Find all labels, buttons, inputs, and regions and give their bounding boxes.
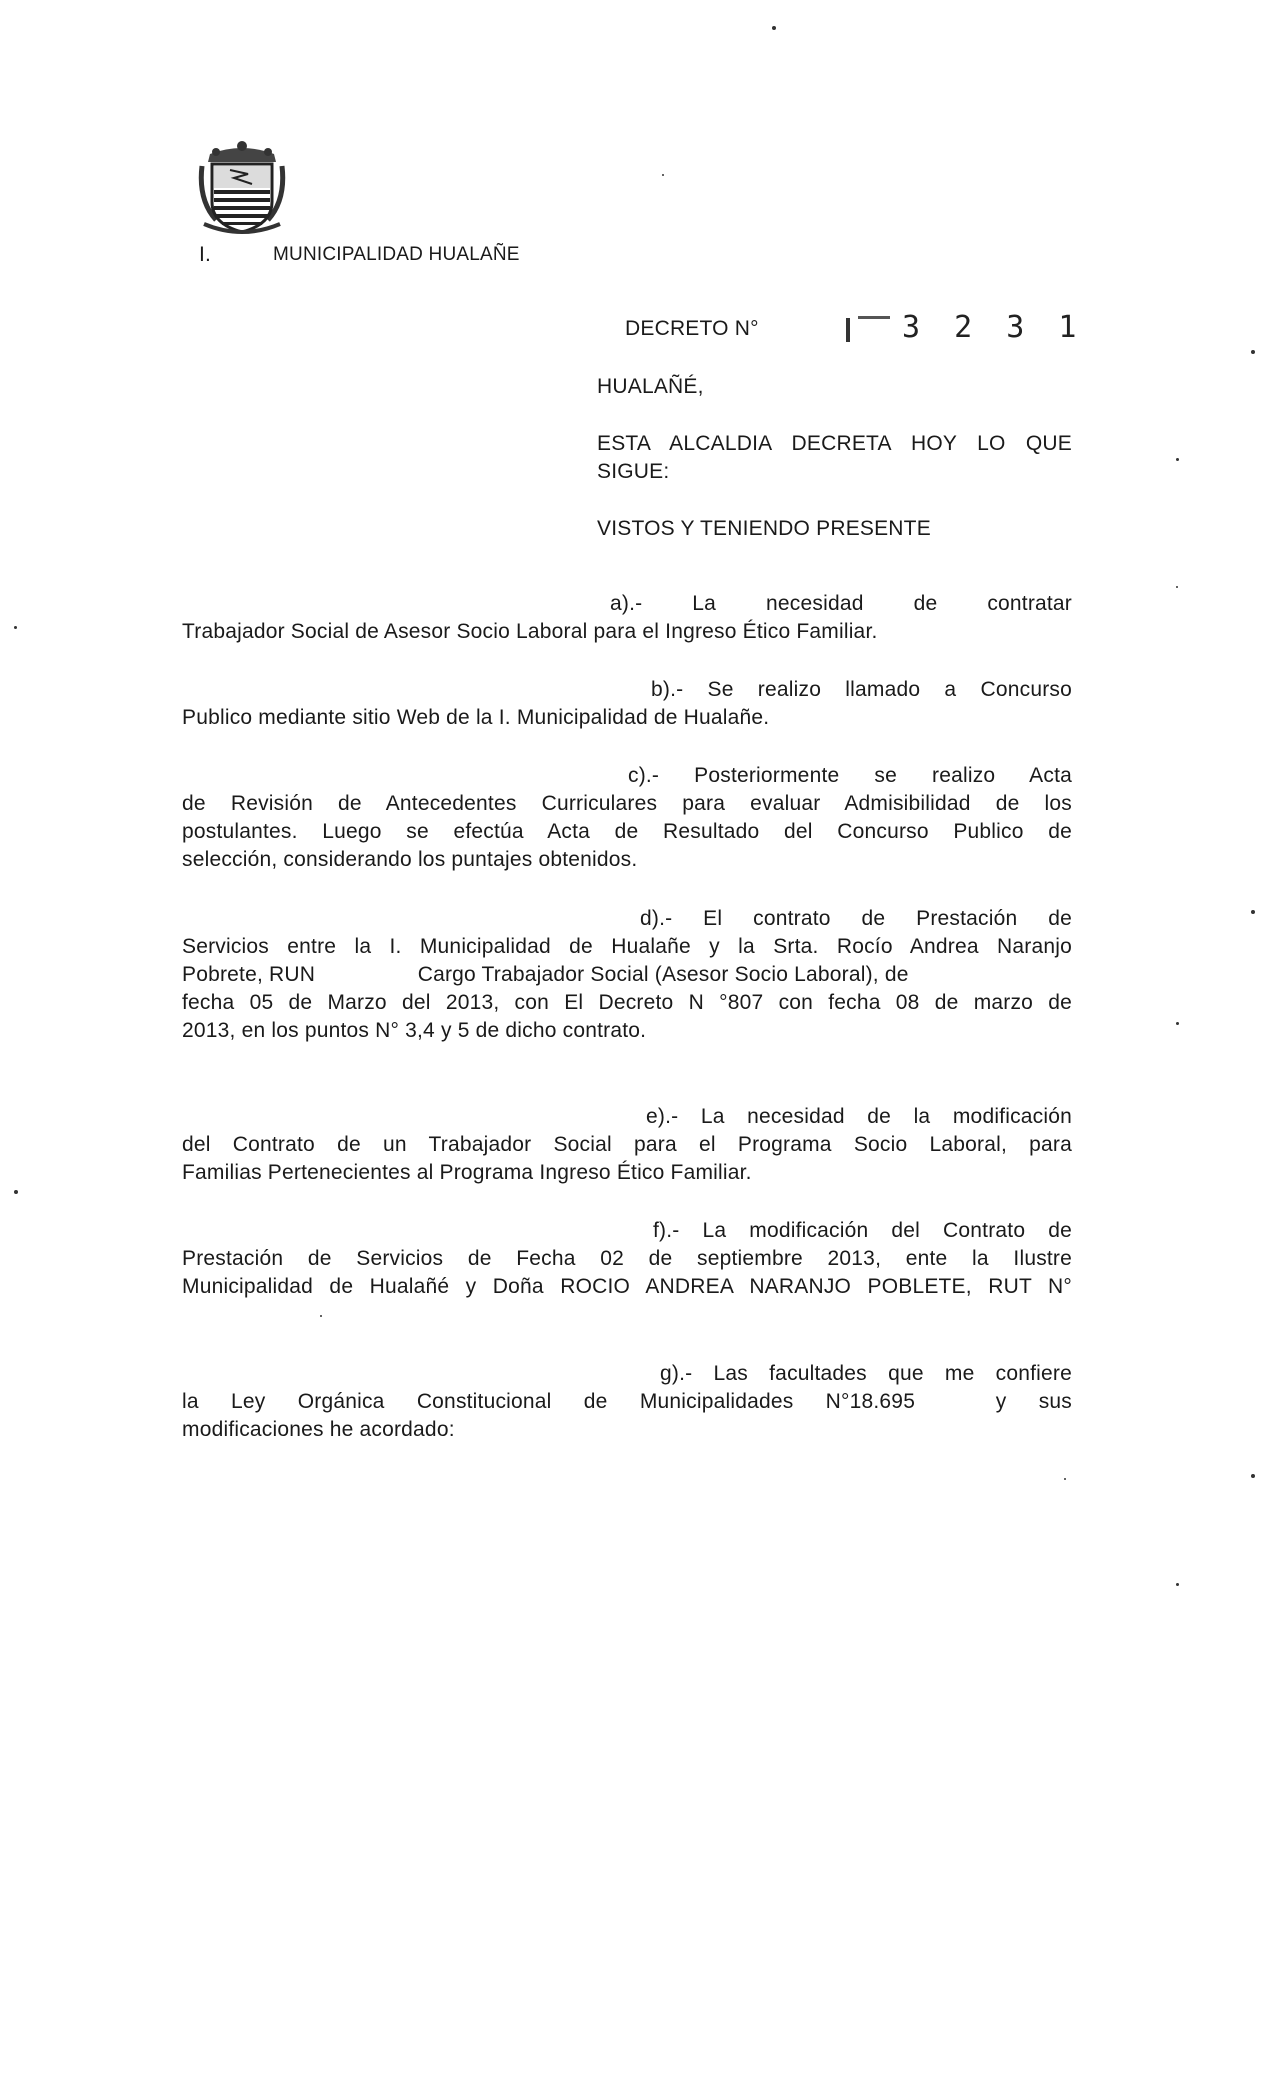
decree-intro-line: ESTA ALCALDIA DECRETA HOY LO QUE — [597, 432, 1072, 455]
clause-c-lead: c).- Posteriormente se realizo Acta — [628, 764, 1072, 787]
clause-e-line: del Contrato de un Trabajador Social para el Programa Socio Laboral, para — [182, 1133, 1072, 1156]
clause-f-lead: f).- La modificación del Contrato de — [653, 1219, 1072, 1242]
scan-speck — [1176, 1022, 1179, 1025]
scan-speck — [1251, 350, 1255, 354]
clause-d-line: 2013, en los puntos N° 3,4 y 5 de dicho contrato. — [182, 1019, 647, 1042]
decree-intro-line: SIGUE: — [597, 460, 670, 483]
vistos-heading: VISTOS Y TENIENDO PRESENTE — [597, 517, 931, 540]
scan-speck — [1176, 586, 1178, 588]
scan-speck — [1251, 910, 1255, 914]
municipal-coat-of-arms-icon — [196, 140, 288, 236]
stamp-mark — [846, 318, 850, 342]
scan-speck — [1176, 458, 1179, 461]
scan-speck — [662, 174, 664, 176]
clause-c-line: selección, considerando los puntajes obtenidos. — [182, 848, 638, 871]
scan-speck — [14, 626, 17, 629]
clause-a-text: Trabajador Social de Asesor Socio Laboral para el Ingreso Ético Familiar. — [182, 620, 878, 643]
header-prefix: I. — [199, 243, 212, 266]
clause-b-lead: b).- Se realizo llamado a Concurso — [651, 678, 1072, 701]
institution-name: MUNICIPALIDAD HUALAÑE — [273, 244, 520, 265]
clause-d-line: fecha 05 de Marzo del 2013, con El Decreto N °807 con fecha 08 de marzo de — [182, 991, 1072, 1014]
scan-speck — [772, 26, 776, 30]
clause-g-line: modificaciones he acordado: — [182, 1418, 455, 1441]
clause-f-line: Municipalidad de Hualañé y Doña ROCIO ANDREA NARANJO POBLETE, RUT N° — [182, 1275, 1072, 1298]
scan-speck — [1064, 1478, 1066, 1480]
clause-d-line: Pobrete, RUN Cargo Trabajador Social (Asesor Socio Laboral), de — [182, 963, 909, 986]
clause-g-lead: g).- Las facultades que me confiere — [660, 1362, 1072, 1385]
clause-b-text: Publico mediante sitio Web de la I. Municipalidad de Hualañe. — [182, 706, 770, 729]
scan-speck — [1251, 1474, 1255, 1478]
clause-e-lead: e).- La necesidad de la modificación — [646, 1105, 1072, 1128]
place-name: HUALAÑÉ, — [597, 375, 704, 398]
decree-number-stamp: 3 2 3 1 — [902, 310, 1085, 345]
clause-d-lead: d).- El contrato de Prestación de — [640, 907, 1072, 930]
scan-speck — [14, 1190, 18, 1194]
clause-e-line: Familias Pertenecientes al Programa Ingreso Ético Familiar. — [182, 1161, 752, 1184]
scan-speck — [1176, 1583, 1179, 1586]
decree-label: DECRETO N° — [625, 317, 759, 340]
clause-g-line: la Ley Orgánica Constitucional de Municipalidades N°18.695 y sus — [182, 1390, 1072, 1413]
scan-speck — [320, 1315, 322, 1317]
clause-c-line: postulantes. Luego se efectúa Acta de Resultado del Concurso Publico de — [182, 820, 1072, 843]
clause-a-lead: a).- La necesidad de contratar — [610, 592, 1072, 615]
clause-f-line: Prestación de Servicios de Fecha 02 de septiembre 2013, ente la Ilustre — [182, 1247, 1072, 1270]
clause-d-line: Servicios entre la I. Municipalidad de Hualañe y la Srta. Rocío Andrea Naranjo — [182, 935, 1072, 958]
stamp-mark — [858, 316, 890, 319]
clause-c-line: de Revisión de Antecedentes Curriculares para evaluar Admisibilidad de los — [182, 792, 1072, 815]
